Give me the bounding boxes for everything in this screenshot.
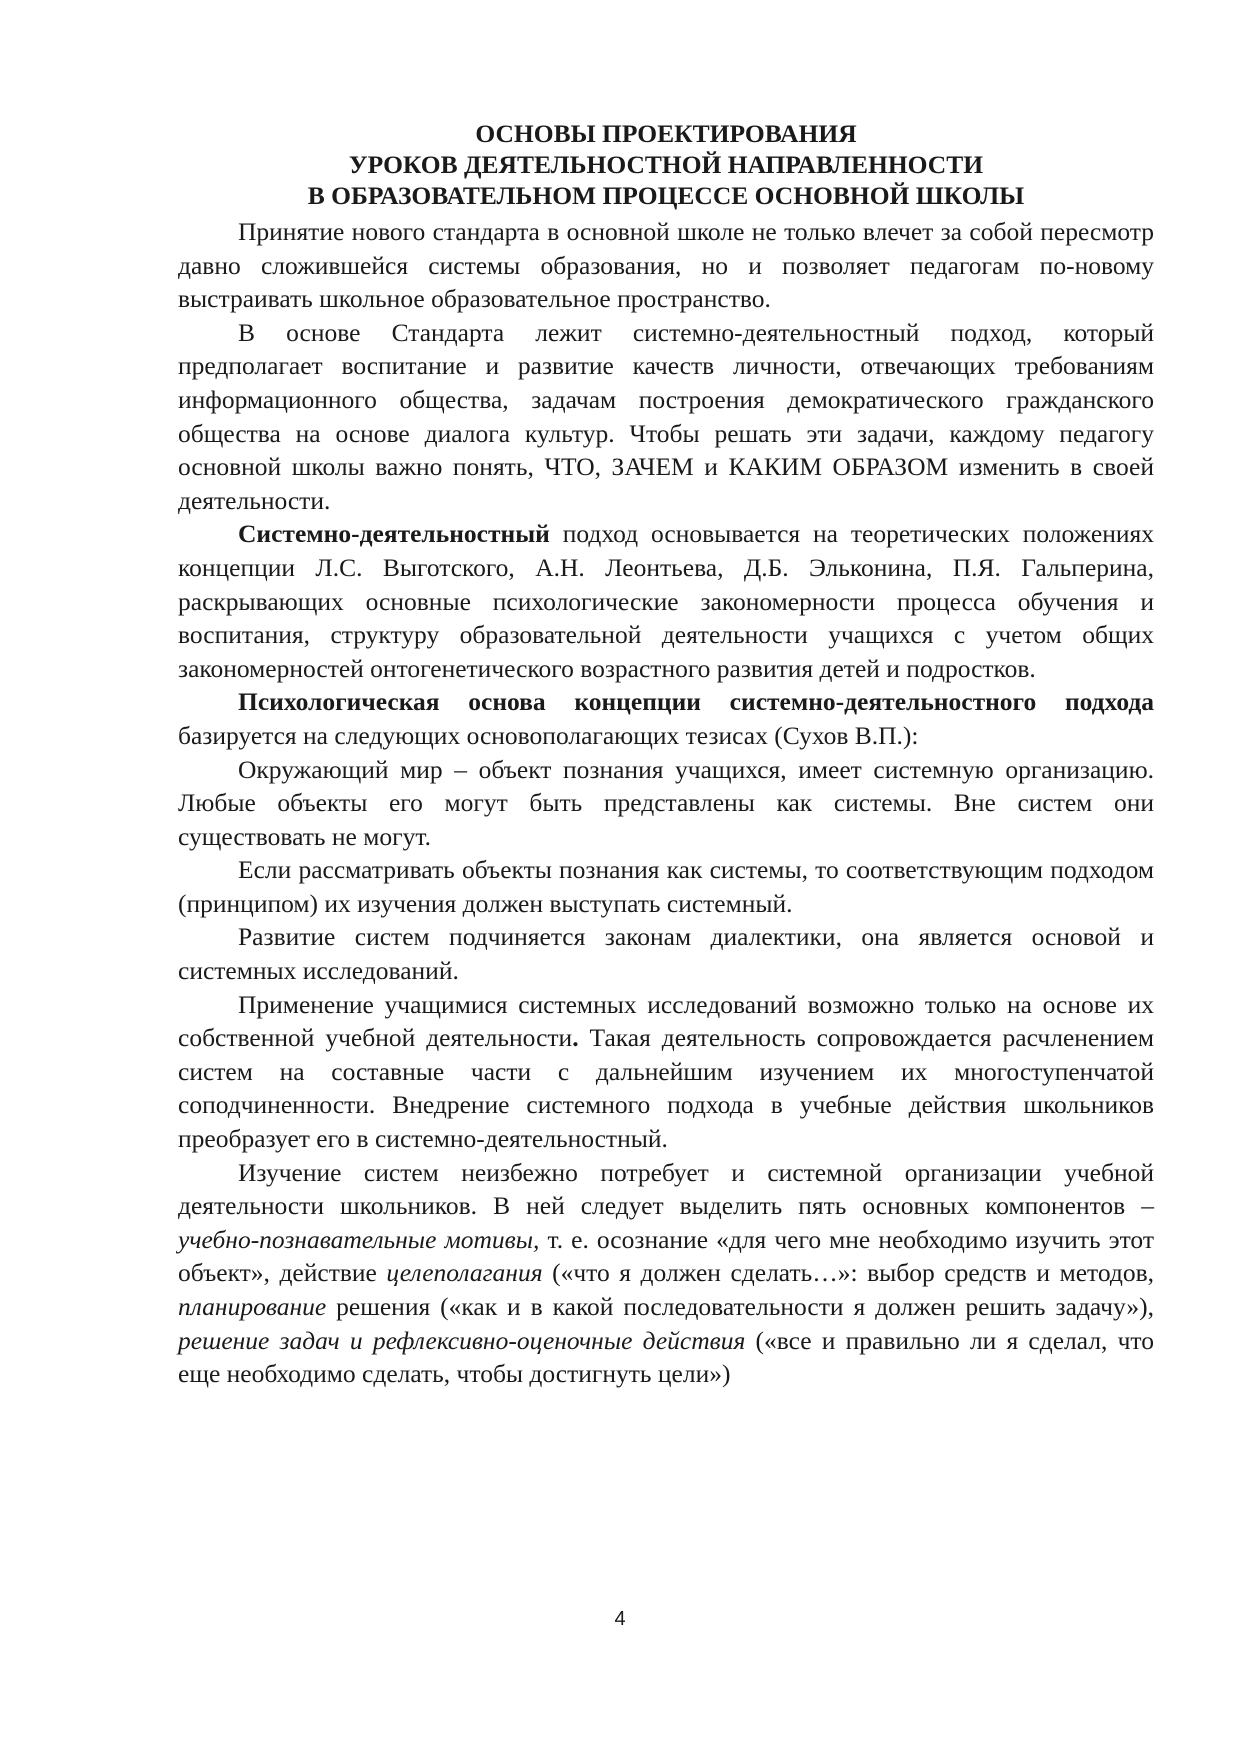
paragraph-9-italic-2: целеполагания [386,1258,543,1288]
paragraph-6: Если рассматривать объекты познания как системы, то соответствующим подходом (принципом) их изучения должен выступать системный. [178,855,1154,918]
paragraph-9 [178,1156,1154,1391]
paragraph-9-italic-3: планирование [178,1292,327,1321]
paragraph-9-italic-4: решение задач и рефлексивно-оценочные действия [178,1325,746,1355]
paragraph-9-text-c: («что я должен сделать…»: выбор средств и методов, [542,1258,1154,1288]
paragraph-9-italic-1: учебно-познавательные мотивы, [178,1224,540,1254]
paragraph-5: Окружающий мир – объект познания учащихся, имеет системную организацию. Любые объекты его могут быть представлены как системы. Вне систем они существовать не могут. [178,754,1154,851]
paragraph-4-text: базируется на следующих основополагающих тезисах (Сухов В.П.): [178,720,919,750]
paragraph-4 [178,685,1154,752]
paragraph-1: Принятие нового стандарта в основной школе не только влечет за собой пересмотр давно сложившейся системы образования, но и позволяет педагогам по-новому выстраивать школьное образовательное пространство. [178,217,1154,314]
page-number: 4 [614,1608,626,1630]
paragraph-3-text: подход основывается на теоретических положениях концепции Л.С. Выготского, А.Н. Леонтьева, Д.Б. Эльконина, П.Я. Гальперина, раскрывающих основные психологические закономерности процесса обучения и воспитания, структуру образовательной деятельности учащихся с учетом общих закономерностей онтогенетического возрастного развития детей и подростков. [178,519,1154,683]
paragraph-9-text-a: Изучение систем неизбежно потребует и системной организации учебной деятельности школьников. В ней следует выделить пять основных компонентов – [178,1157,1154,1221]
paragraph-7: Развитие систем подчиняется законам диалектики, она является основой и системных исследований. [178,922,1154,986]
paragraph-9-text-b: т. е. осознание «для чего мне необходимо изучить этот объект», действие [178,1224,1154,1288]
title-line-3: В ОБРАЗОВАТЕЛЬНОМ ПРОЦЕССЕ ОСНОВНОЙ ШКОЛЫ [307,181,1025,210]
paragraph-8-text-a: Применение учащимися системных исследований возможно только на основе их собственной учебной деятельности [178,989,1154,1053]
paragraph-9-text-d: решения («как и в какой последовательности я должен решить задачу»), [326,1292,1154,1321]
paragraph-2: В основе Стандарта лежит системно-деятельностный подход, который предполагает воспитание и развитие качеств личности, отвечающих требованиям информационного общества, задачам построения демократического гражданского общества на основе диалога культур. Чтобы решать эти задачи, каждому педагогу основной школы важно понять, ЧТО, ЗАЧЕМ и КАКИМ ОБРАЗОМ изменить в своей деятельности. [178,317,1154,515]
paragraph-8-text-b: Такая деятельность сопровождается расчленением систем на составные части с дальнейшим изучением их многоступенчатой соподчиненности. Внедрение системного подхода в учебные действия школьников преобразует его в системно-деятельностный. [178,1023,1154,1154]
paragraph-3-bold-term: Системно-деятельностный [238,519,550,549]
document-title [178,118,1154,211]
paragraph-8-bold-period: . [572,1023,579,1053]
title-line-2: УРОКОВ ДЕЯТЕЛЬНОСТНОЙ НАПРАВЛЕННОСТИ [348,150,984,179]
paragraph-3 [178,517,1154,685]
page-content [178,118,1154,1391]
paragraph-9-text-e: («все и правильно ли я сделал, что еще необходимо сделать, чтобы достигнуть цели») [178,1325,1154,1389]
paragraph-4-bold-term: Психологическая основа концепции системно-деятельностного подхода [238,687,1154,717]
paragraph-8 [178,988,1154,1156]
title-line-1: ОСНОВЫ ПРОЕКТИРОВАНИЯ [475,119,857,148]
